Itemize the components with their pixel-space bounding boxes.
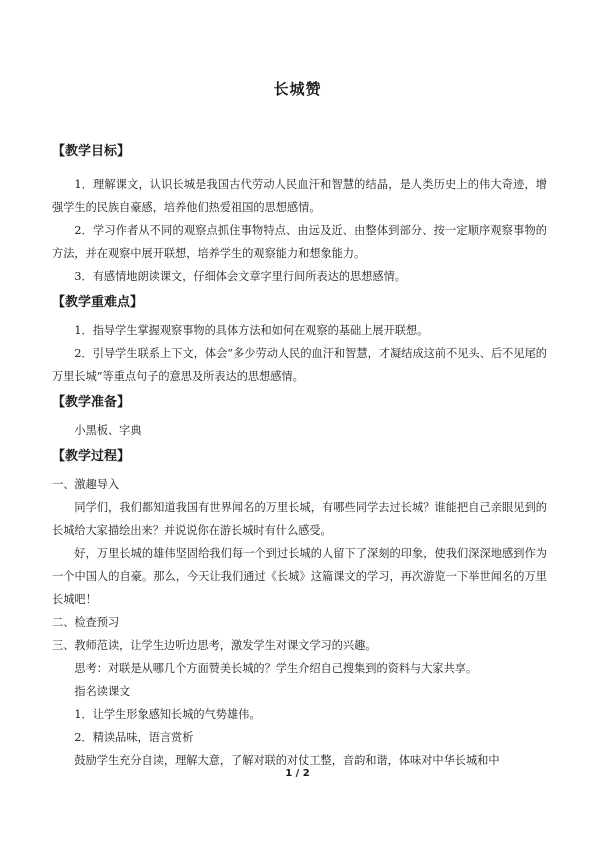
objective-item-1: 1．理解课文，认识长城是我国古代劳动人民血汗和智慧的结晶，是人类历史上的伟大奇迹，增强学生的民族自豪感，培养他们热爱祖国的思想感情。 bbox=[52, 178, 547, 214]
section-heading-key-points: 【教学重难点】 bbox=[52, 295, 144, 310]
process-step-1-title: 一、激趣导入 bbox=[52, 478, 120, 491]
process-step-1-paragraph-2: 好，万里长城的雄伟坚固给我们每一个到过长城的人留下了深刻的印象，使我们深深地感到作为一个中国人的自豪。那么，今天让我们通过《长城》这篇课文的学习，再次游览一下举世闻名的万里长城吧！ bbox=[52, 547, 547, 606]
process-step-3-paragraph-4: 2．精读品味，语言赏析 bbox=[74, 731, 194, 744]
key-point-item-1: 1．指导学生掌握观察事物的具体方法和如何在观察的基础上展开联想。 bbox=[74, 324, 429, 337]
process-step-3-title: 三、教师范读，让学生边听边思考，激发学生对课文学习的兴趣。 bbox=[52, 639, 377, 652]
document-body bbox=[52, 140, 547, 772]
page-number: 1 / 2 bbox=[285, 768, 310, 779]
section-heading-objectives: 【教学目标】 bbox=[52, 144, 131, 159]
process-step-3-paragraph-5: 鼓励学生充分自读，理解大意，了解对联的对仗工整，音韵和谐，体味对中华长城和中 bbox=[74, 754, 500, 767]
process-step-1-paragraph-1: 同学们，我们都知道我国有世界闻名的万里长城，有哪些同学去过长城？谁能把自己亲眼见到的长城给大家描绘出来？并说说你在游长城时有什么感受。 bbox=[52, 501, 547, 537]
objective-item-2: 2．学习作者从不同的观察点抓住事物特点、由远及近、由整体到部分、按一定顺序观察事物的方法，并在观察中展开联想，培养学生的观察能力和想象能力。 bbox=[52, 224, 547, 260]
objective-item-3: 3．有感情地朗读课文，仔细体会文章字里行间所表达的思想感情。 bbox=[74, 270, 406, 283]
process-step-2-title: 二、检查预习 bbox=[52, 616, 120, 629]
document-title: 长城赞 bbox=[273, 80, 322, 98]
process-step-3-paragraph-1: 思考：对联是从哪几个方面赞美长城的？学生介绍自己搜集到的资料与大家共享。 bbox=[74, 662, 478, 675]
key-point-item-2: 2．引导学生联系上下文，体会“多少劳动人民的血汗和智慧，才凝结成这前不见头、后不见尾的万里长城”等重点句子的意思及所表达的思想感情。 bbox=[52, 347, 547, 383]
process-step-3-paragraph-3: 1．让学生形象感知长城的气势雄伟。 bbox=[74, 708, 261, 721]
section-heading-process: 【教学过程】 bbox=[52, 449, 131, 464]
preparation-text: 小黑板、字典 bbox=[74, 424, 142, 437]
section-heading-preparation: 【教学准备】 bbox=[52, 395, 131, 410]
process-step-3-paragraph-2: 指名读课文 bbox=[74, 685, 131, 698]
